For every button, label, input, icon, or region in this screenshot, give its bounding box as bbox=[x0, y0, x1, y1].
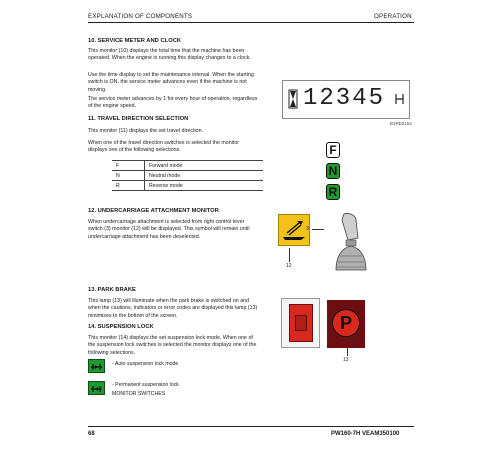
table-row bbox=[112, 181, 263, 191]
reverse-mode-icon: R bbox=[326, 184, 340, 200]
service-meter-figure-code: B1RE0154 bbox=[390, 121, 412, 126]
callout-label-3: 3 bbox=[306, 226, 309, 232]
section-14-title: 14. SUSPENSION LOCK bbox=[88, 324, 154, 330]
section-11-para-1: This monitor (11) displays the set travel direction. bbox=[88, 128, 204, 134]
header-section-title: EXPLANATION OF COMPONENTS bbox=[88, 13, 193, 20]
section-10-para-3: The service meter advances by 1 for every hour of operation, regardless of the engine speed. bbox=[88, 96, 258, 110]
section-13-title: 13. PARK BRAKE bbox=[88, 287, 136, 293]
section-11-title: 11. TRAVEL DIRECTION SELECTION bbox=[88, 116, 189, 122]
table-row bbox=[112, 161, 263, 171]
section-10-para-1: This monitor (10) displays the total time that the machine has been operated. When the engine is running this display changes to a clock. bbox=[88, 48, 251, 62]
travel-direction-table bbox=[112, 160, 263, 191]
table-cell-value: Forward mode bbox=[145, 161, 264, 171]
auto-suspension-lock-label: - Auto suspension lock mode bbox=[112, 361, 179, 367]
park-brake-lamp-icon: P bbox=[332, 309, 360, 337]
table-cell-key: N bbox=[112, 171, 145, 181]
table-cell-value: Neutral mode bbox=[145, 171, 264, 181]
park-brake-switch bbox=[289, 304, 313, 342]
callout-line-12 bbox=[289, 248, 290, 262]
permanent-suspension-lock-label: - Permanent suspension lock bbox=[112, 382, 179, 388]
section-10-para-2: Use the time display to set the maintenance interval. When the starting switch is ON, the service meter advances even if the machine is not moving. bbox=[88, 72, 254, 93]
callout-label-13: 13 bbox=[343, 357, 349, 363]
section-11-para-2: When one of the travel direction switches is selected the monitor displays one of the following selections. bbox=[88, 140, 240, 154]
suspension-lock-icon bbox=[89, 383, 104, 395]
service-meter-digits: 12345 bbox=[303, 85, 386, 112]
document-code: PW160-7H VEAM350100 bbox=[331, 431, 400, 437]
auto-suspension-lock-icon bbox=[88, 359, 105, 373]
table-cell-key: F bbox=[112, 161, 145, 171]
section-13-para-1: This lamp (13) will illuminate when the park brake is switched on and when the cautions, indicators or error codes are displayed this lamp (13) minimises to the bottom of the screen. bbox=[88, 298, 258, 319]
table-cell-value: Reverse mode bbox=[145, 181, 264, 191]
header-chapter-title: OPERATION bbox=[374, 13, 412, 20]
section-14-para-1: This monitor (14) displays the set suspension lock mode. When one of the suspension lock switches is selected the monitor displays one of the following selections. bbox=[88, 335, 257, 356]
callout-label-12: 12 bbox=[286, 263, 292, 269]
control-lever-icon bbox=[320, 210, 380, 272]
header-rule bbox=[88, 22, 414, 23]
table-row bbox=[112, 171, 263, 181]
neutral-mode-icon: N bbox=[326, 163, 340, 179]
forward-mode-icon: F bbox=[326, 142, 340, 158]
page-number: 68 bbox=[88, 431, 95, 437]
monitor-switches-label: MONITOR SWITCHES bbox=[112, 391, 166, 397]
section-12-title: 12. UNDERCARRIAGE ATTACHMENT MONITOR bbox=[88, 208, 219, 214]
park-brake-lamp-panel bbox=[327, 300, 365, 348]
suspension-lock-icon bbox=[89, 361, 104, 373]
blade-icon bbox=[279, 215, 309, 245]
service-meter-display bbox=[282, 80, 410, 119]
callout-line-13 bbox=[347, 348, 348, 356]
section-12-para-1: When undercarriage attachment is selected from right control lever switch (3) monitor (12) will be displayed. This symbol will remain until undercarriage attachment has been deselected. bbox=[88, 219, 250, 240]
park-brake-switch-figure bbox=[281, 298, 320, 348]
table-cell-key: R bbox=[112, 181, 145, 191]
switch-slot bbox=[295, 315, 307, 331]
permanent-suspension-lock-icon bbox=[88, 381, 105, 395]
hour-h-icon bbox=[395, 93, 405, 105]
footer-rule bbox=[88, 426, 414, 427]
section-10-title: 10. SERVICE METER AND CLOCK bbox=[88, 38, 182, 44]
